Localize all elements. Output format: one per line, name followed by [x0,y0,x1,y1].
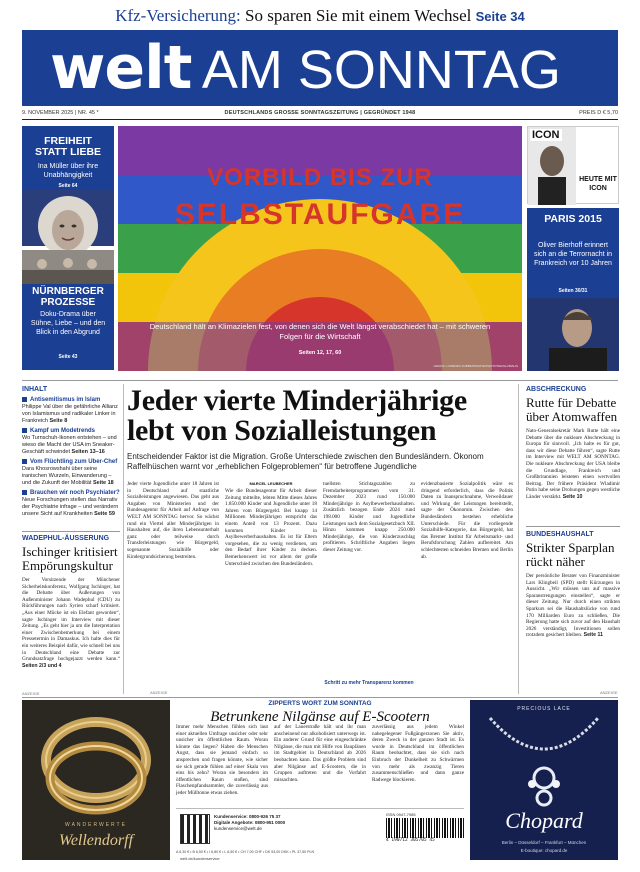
footer-service [214,814,344,832]
zippert-col2-text: auf der Lauerstraße hält und ihr man anscheinend nur alkoholisiert unterwegs ist. Ein anderer Grund für eine eingeschränkte Nilgänse, die man mit Hilfe von Bauplänen im Stadtgebiet in Deutschland ab 2026 beobachten kann. Das größte Problem sind aber Nilgänse auf E-Scootern, die in Gruppen auftreten und die Vorfahrt missachten. [274,724,366,783]
inhalt-item-page: Seiten 13–16 [71,449,105,456]
promo-paris-text: Oliver Bierhoff erinnert sich an die Terrornacht in Frankreich vor 10 Jahren [533,242,613,267]
lead-col-3 [323,481,415,554]
zippert-kicker: ZIPPERTS WORT ZUM SONNTAG [268,700,372,707]
lead-headline [127,386,513,446]
promo-paris-page: Seiten 30/31 [558,288,588,294]
ad-right-cities: Berlin – Düsseldorf – Frankfurt – München [501,840,587,845]
lead-deck: Entscheidender Faktor ist die Migration. Große Unterschiede zwischen den Bundesländern. Ökonom Raffelhüschen warnt vor „erheblichen Folgeproblemen“ für betroffene Jugendliche [127,452,484,471]
footer-service-mail: kundenservice@welt.de [214,826,262,831]
abschreckung-article[interactable] [526,386,620,501]
icon-badge: ICON [532,129,560,141]
promo-paris-title: PARIS 2015 [544,213,602,225]
ad-left-label-top: ANZEIGE [150,690,168,695]
top-teaser[interactable] [0,6,640,26]
footer-prices: A 6,30 € • B 6,50 € • I 6,80 € • L 6,50 € • CH 7,00 CHF • DK 53,00 DKK • PL 37,50 PLN [176,850,315,854]
lead-col-4 [421,481,513,560]
lead-author: MARCEL LEUBECHER [249,481,293,486]
inhalt-item-head: Antisemitismus im Islam [30,397,101,404]
haushalt-title: Strikter Sparplan rückt näher [526,540,615,569]
abschreckung-page: Seite 10 [562,493,583,500]
inhalt-item-text: Dara Khosrowshahi über seine iranischen Wurzeln, Einwanderung – und die Zukunft der Mobilität [22,466,112,487]
ad-left-brand: Wellendorff [58,832,134,849]
promo-freiheit-title: FREIHEIT STATT LIEBE [34,135,102,158]
inhalt-item-page: Seite 18 [92,480,114,487]
lead-col4-text: evidenzbasierte Sozialpolitik wäre es dringend erforderlich, dass die Politik Daten zu Inanspruchnahme, Verweildauer und Wirkung der Leistungen bereitstellt, sagte der Ökonomin. Zwischen den Bundesländern bestehen erhebliche Unterschiede. Für die vorliegende Sozialhilfe-Kategorie, das Bürgergeld, hat das Bremer Institut für Arbeitsmarkt- und Berufsforschung Zahlen aufbereitet. Am schlechtesten schneiden Bremen und Berlin ab. [421,481,513,560]
promo-freiheit[interactable] [22,126,114,246]
footer-qr[interactable] [180,814,210,844]
dateline [22,108,618,118]
footer-barcode-num: 4 190712 305705 45 [386,838,435,843]
inhalt-item-text: Philippe Val über die gefährliche Allianz von Islamismus und radikaler Linker in Frankreich [22,404,118,425]
top-teaser-text: So sparen Sie mit einem Wechsel [245,6,472,25]
chopard-necklace [470,700,618,860]
portrait-bierhoff [527,298,619,371]
promo-nuernberg-text: Doku-Drama über Sühne, Liebe – und den Blick in den Abgrund [30,311,106,336]
promo-freiheit-page: Seite 64 [58,183,78,189]
footer-recycle: welt.de/kundenservice [180,856,220,861]
inhalt-item-head: Vom Flüchtling zum Uber-Chef [30,459,118,466]
abschreckung-title: Rutte für Debatte über Atomwaffen [526,395,618,424]
dateline-center: DEUTSCHLANDS GROSSE SONNTAGSZEITUNG | GEGRÜNDET 1948 [224,110,416,116]
haushalt-body: Der persönliche Berater von Finanzminister Lars Klingbeil (SPD) stellt Kürzungen in Aussicht. „Wir müssen uns auf massive Sparanstrengungen einstellen“, sagte er dieser Zeitung. Nur durch einen strikten Sparkurs sei die Haushaltslücke von rund 170 Milliarden Euro zu schließen. Die Regierung hatte sich zuvor auf den Haushalt 2026 verständigt, Investitionen sollen trotzdem gesichert bleiben. [526,573,620,639]
ad-chopard[interactable] [470,700,618,860]
inhalt-item[interactable] [22,428,120,456]
footer-barcode [386,812,464,846]
lead-col1-text: Jeder vierte Jugendliche unter 18 Jahren ist in Deutschland auf staatliche Sozialleistungen angewiesen. Das geht aus Angaben von Ministerien und der Bundesagentur für Arbeit auf Anfrage von WELT AM SONNTAG hervor. So wächst rund ein Viertel aller Minderjährigen in Haushalten auf, die ihren Lebensunterhalt ganz oder teilweise durch Transferleistungen wie Bürgergeld, sogenannte Sozialhilfe oder Kindergrundsicherung bestreiten. [127,481,219,560]
promo-paris[interactable] [527,208,619,371]
abschreckung-kicker: ABSCHRECKUNG [526,386,587,393]
zippert-col-3 [372,724,464,783]
ad-wellendorff[interactable] [22,691,170,860]
dateline-right: PREIS D € 5,70 [579,110,618,116]
zippert-col-1 [176,724,268,797]
ad-right-label: ANZEIGE [600,690,618,695]
inhalt-item-page: Seite 59 [94,511,115,518]
footer-issn: ISSN 0947-7985 [386,812,416,817]
inhalt-item-page: Seite 8 [49,418,68,425]
inhalt-title: INHALT [22,386,48,393]
inhalt-item[interactable] [22,459,120,487]
footer-service-sub: Digitale Angebote: 0800-951 0000 [214,820,286,825]
masthead-logo-rest: AM SONNTAG [201,40,561,100]
inhalt-item-text: Wo Turnschuh-Ikonen entstehen – und wieso die Macht der USA im Sneaker-Geschäft schwindet [22,435,117,456]
haushalt-kicker: BUNDESHAUSHALT [526,531,594,538]
ad-left-label: ANZEIGE [22,691,40,696]
inhalt-item[interactable] [22,490,120,518]
lead-title-line2: lebt von Sozialleistungen [127,414,437,447]
wadephul-page: Seiten 2/3 und 4 [22,662,62,669]
abschreckung-body: Nato-Generalsekretär Mark Rutte hält eine Debatte über die nukleare Abschreckung in Europa für sinnvoll. „Ich halte es für gut, dass wir diese Debatte führen“, sagte Rutte im Interview mit WELT AM SONNTAG. Die nukleare Abschreckung der USA bleibe die Grundlage, Frankreich und Großbritannien leisteten einen wertvollen Beitrag. Der frühere Präsident Wladimir Putin habe seine Drohungen gegen westliche Länder verstärkt. [526,428,620,500]
inhalt-item-head: Kampf um Modetrends [30,428,96,435]
promo-freiheit-text: Ina Müller über ihre Unabhängigkeit [37,163,99,179]
top-teaser-label: Kfz-Versicherung: [115,6,241,25]
hero-arc-line2: SELBSTAUFGABE [174,198,466,231]
ad-right-web: E-boutique: chopard.de [520,848,568,853]
promo-nuernberg[interactable] [22,250,114,370]
lead-article[interactable] [127,386,513,472]
icon-text: HEUTE MIT ICON [579,176,617,192]
masthead[interactable] [22,30,618,106]
top-teaser-page: Seite 34 [475,9,525,24]
dateline-left: 9. NOVEMBER 2025 | NR. 45 * [22,110,99,116]
zippert-title: Betrunkene Nilgänse auf E-Scootern [210,709,430,725]
haushalt-article[interactable] [526,531,620,639]
ad-left-sub: WANDERWERTE [65,822,127,828]
zippert-col1-text: Immer mehr Menschen fühlen sich laut einer aktuellen Umfrage unsicher oder sehr unsicher im öffentlichen Raum. Woran könnte das liegen? Haben die Menschen Angst, dass sie jemand einfach so ansprechen und fragen könnte, wie sicher sie sich gerade fühlen auf einer Skala von eins bis zehn? Woran sie besonders im öffentlichen Raum stoßen, sind Flaschenpfandsammler, die zuverlässig aus jeder Mülltonne etwas ziehen. [176,724,268,796]
lead-col3-text: tuellsten Stichtagszahlen zu Fremdarbeiterprogrammen vom 31. Dezember 2023 rund 150.000 Minderjährige in Asylbewerberhaushalten. Zusätzlich bezogen Ende 2024 rund 198.000 Kinder und Jugendliche Leistungen nach dem Sozialgesetzbuch XII. Hinzu kommen knapp 250.000 Minderjährige, die von Kinderzuschlag profitieren. Schriftliche Angaben liegen dieser Zeitung vor. [323,481,415,553]
hero-pages: Seiten 12, 17, 60 [298,350,342,356]
inhalt-item[interactable] [22,397,120,425]
portrait-ina-mueller [22,190,114,246]
hero-arc-line1: VORBILD BIS ZUR [207,164,433,191]
inhalt-item-text: Neue Forschungen stellen das Narrativ der Psychiatrie infrage – und verändern unsere Sicht auf Krankheiten [22,497,119,518]
haushalt-page: Seite 11 [583,632,603,639]
ad-right-top: PRECIOUS LACE [517,706,571,712]
lead-title-line1: Jeder vierte Minderjährige [127,384,467,417]
inhalt-item-head: Brauchen wir noch Psychiater? [30,490,120,497]
hero-credit: GRAFIK: LORENZO ZUBBE/PRIVATE/PHOTOTEK/GLOBALIS [433,364,518,368]
masthead-logo-bold: welt [50,33,192,103]
hero-graphic[interactable] [118,126,522,371]
lead-col2-text: Wie die Bundesagentur für Arbeit dieser Zeitung mitteilte, lebten Mitte dieses Jahres 1.850.000 Kinder und Jugendliche unter 18 Jahren vom Bürgergeld. Bei knapp 14 Millionen Minderjährigen entspricht das einem Anteil von 13 Prozent. Dazu kommen Kinder in Asylbewerberhaushalten. Es ist für Eltern vorgesehen, die zu wenig verdienen, um den Bedarf ihrer Kinder zu decken. Bemerkenswert ist vor allem der große Unterschied zwischen den Bundesländern. [225,488,317,567]
promo-icon[interactable] [527,126,619,204]
wadephul-body: Der Vorsitzende der Münchener Sicherheitskonferenz, Wolfgang Ischinger, hat die Debatte über Äußerungen von Außenminister Johann Wadephul (CDU) zu Rückführungen nach Syrien scharf kritisiert. „Aus einer Mücke ist ein Elefant geworden“, sagte Ischinger im Interview mit dieser Zeitung. „Es geht hier ja um die Interpretation einer Zwischenbemerkung bei einem Pressetermin in Damaskus. Ich halte dies für ein weiteres Beispiel dafür, wie schnell bei uns in Deutschland eine Debatte zur Grundsatzfrage hochgejazzt werden kann.“ [22,577,120,663]
lead-col-1 [127,481,219,560]
promo-nuernberg-title: NÜRNBERGER PROZESSE [32,286,104,308]
lead-col-2 [225,481,317,567]
wadephul-title: Ischinger kritisiert Empörungskultur [22,544,118,573]
wadephul-kicker: WADEPHUL-ÄUSSERUNG [22,535,110,542]
lead-pull: Schritt zu mehr Transparenz kommen [324,680,414,686]
zippert-col-2 [274,724,366,783]
hero-subtitle: Deutschland hält an Klimazielen fest, von denen sich die Welt längst verabschiedet hat – mit schweren Folgen für die Wirtschaft [149,322,491,341]
promo-nuernberg-page: Seite 43 [58,354,78,360]
ad-right-brand: Chopard [505,808,583,833]
zippert-col3-text: zuverlässig aus jedem Winkel nahegelegener Fußgängerzonen Sie aktiv, deren Zweck in der ganzen Stadt ist. Es wurde in Deutschland im öffentlichen Raum beobachtet, dass sie sich nach Einbruch der Dunkelheit zu Schwärmen von mehr als zwanzig Tieren zusammenschließen und dann ganze Radwege blockieren. [372,724,464,783]
inhalt-box [22,386,120,521]
footer-service-title: Kundenservice: 0800-926 75 37 [214,814,281,819]
wadephul-article[interactable] [22,535,120,669]
photo-tribunal [22,250,114,284]
